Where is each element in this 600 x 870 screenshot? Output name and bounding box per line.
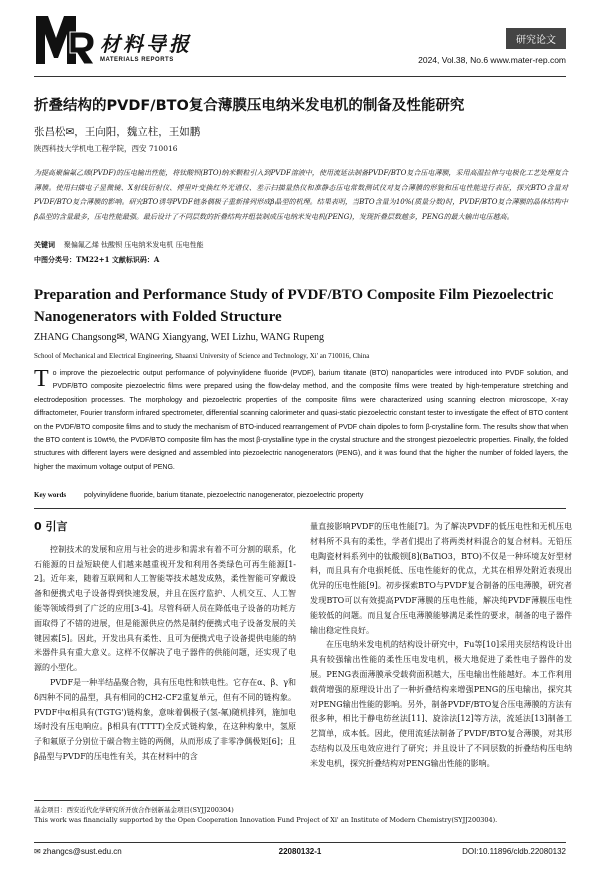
abstract-divider	[34, 508, 566, 509]
body-paragraph: 量直接影响PVDF的压电性能[7]。为了解决PVDF的低压电性和无机压电材料所不具有的柔性，学者们提出了将两类材料混合的复合材料。无铅压电陶瓷材料系列中的钛酸钡[8](BaTiO3，BTO)不仅是一种环境友好型材料，而且具有介电损耗低、压电性能好的优点，尤其在相界处附近表现出优异的压电性能[9]。初步探索BTO与PVDF复合制备的压电薄膜，研究者发现BTO可以有效提高PVDF薄膜的压电性能，解决纯PVDF薄膜压电性能较低的问题。而且复合压电薄膜能够满足柔性的要求，制备的电子器件输出稳定性良好。	[310, 522, 572, 635]
body-paragraph: PVDF是一种半结晶聚合物，具有压电性和铁电性。它存在α、β、γ和δ四种不同的晶型，具有相同的CH2-CF2重复单元，但有不同的链构象。PVDF中α相具有(TGTG')链构象，意味着偶极子(氢-氟)随机排列，施加电场时没有压电响应。β相具有(TTTT)全反式链构象，在这种构象中，氢原子和氟原子分别位于碳合物主链的两侧，从而形成了非零净偶极矩[6]；且β晶型与PVDF的压电性有关，其在材料中的含	[34, 677, 296, 761]
english-keywords-text: polyvinylidene fluoride, barium titanate, piezoelectric nanogenerator, piezoelectric property	[84, 492, 364, 499]
page-number: 22080132-1	[278, 847, 322, 856]
footer-divider	[34, 842, 566, 843]
funding-en: This work was financially supported by the Open Cooperation Innovation Fund Project of Xi' an Institute of Modern Chemistry(SYJJ200304).	[34, 816, 498, 824]
doi-link[interactable]: DOI:10.11896/cldb.22080132	[462, 847, 566, 856]
chinese-abstract: 为提高聚偏氟乙烯(PVDF)的压电输出性能，将钛酸钡(BTO)纳米颗粒引入到PVDF溶液中，使用流延法制备PVDF/BTO复合压电薄膜，采用高温拉伸与电极化工艺处理复合薄膜。使用扫描电子显微镜、X射线衍射仪、傅里叶变换红外光谱仪、差示扫描量热仪和准静态压电常数测试仪对复合薄膜的形貌和压电性能进行表征，探究BTO含量对PVDF/BTO复合薄膜的影响。研究BTO诱导PVDF链条偶极子重新排列形成β晶型的机理。结果表明，当BTO含量为10%(质量分数)时，PVDF/BTO复合薄膜的晶体结构中β晶型的含量最多，压电性能最强。最后设计了不同层数的折叠结构并组装制成压电纳米发电机(PENG)，发现折叠层数越多，PENG的最大输出电压越高。	[34, 169, 568, 221]
funding-note	[34, 805, 574, 825]
column-tag: 研究论文	[506, 28, 566, 49]
english-keywords	[34, 491, 363, 499]
english-affiliation: School of Mechanical and Electrical Engineering, Shaanxi University of Science and Technology, Xi' an 710016, China	[34, 352, 370, 360]
header-divider	[34, 76, 566, 77]
body-paragraph: 控制技术的发展和应用与社会的进步和需求有着不可分割的联系，化石能源的日益短缺使人们越来越重视开发和利用各类绿色可再生能源[1-2]。近年来，随着互联网和人工智能等技术越发成熟，柔性智能可穿戴设备和便携式电子设备得到快速发展，并且在医疗监护、人机交互、人工智能等领域得到了广泛的应用[3-4]。尽管科研人员在降低电子设备的功耗方面取得了不错的进展，但是能源供应仍然是制约便携式电子设备发展的关键因素[5]。因此，开发出具有柔性、且可为便携式电子设备提供电能的纳米器件具有重大意义。这样不仅解决了电子器件的供能问题，还实现了电源的小型化。	[34, 544, 296, 673]
funding-divider	[34, 800, 180, 801]
classification-code: 中图分类号：TM22+1 文献标识码：A	[34, 255, 160, 264]
english-title: Preparation and Performance Study of PVDF/BTO Composite Film Piezoelectric Nanogenerators with Folded Structure	[34, 287, 554, 325]
journal-name-en: MATERIALS REPORTS	[100, 57, 174, 63]
journal-name-cn: 材料导报	[100, 32, 192, 56]
body-paragraph: 在压电纳米发电机的结构设计研究中，Fu等[10]采用夹层结构设计出具有较强输出性能的柔性压电发电机，极大地促进了柔性电子器件的发展。PENG表面薄膜承受载荷面积越大，压电输出性能越好。本工作利用载荷增强的原理设计出了一种折叠结构来增强PENG的压电输出，探究其对PENG输出性能的影响。另外，制备PVDF/BTO复合压电薄膜的方法有很多种，相比于静电纺丝法[11]、旋涂法[12]等方法，流延法[13]制备工艺简单，成本低。因此，使用流延法制备了PVDF/BTO复合薄膜，对其形态结构以及压电效应进行了研究；并且设计了不同层数的折叠结构压电纳米发电机，探究折叠结构对PENG输出性能的影响。	[310, 640, 572, 768]
english-abstract	[34, 367, 568, 474]
abstract-dropcap: T	[34, 366, 49, 392]
corresponding-email[interactable]: ✉ zhangcs@sust.edu.cn	[34, 847, 122, 856]
english-abstract-text: o improve the piezoelectric output performance of polyvinylidene fluoride (PVDF), barium titanate (BTO) nanoparticles were introduced into PVDF solution, and PVDF/BTO composite piezoelectric films were prepared using the flow-delay method, and the composite films were treated by high-temperature stretching and electrodeposition processes. The morphology and piezoelectric properties of the composite films were characterized using scanning electron microscope, X-ray diffractometer, Fourier transform infrared spectrometer, differential scanning calorimeter and quasi-static piezoelectric constant tester to investigate the effect of BTO content on the PVDF/BTO composite films and to study the mechanism of BTO-induced rearrangement of PVDF chain dipoles to form β-crystalline form. The results show that when the BTO content is 10wt%, the PVDF/BTO composite film has the most β-crystalline type in the crystal structure and the strongest piezoelectric properties. Finally, the folded structures with different layers were designed and assembled into piezoelectric nanogenerators (PENG), and it was found that the higher the number of folded layers, the higher the maximum voltage output of PENG.	[34, 370, 568, 471]
chinese-authors: 张昌松✉，王向阳，魏立柱，王如鹏	[34, 126, 201, 138]
chinese-title: 折叠结构的PVDF/BTO复合薄膜压电纳米发电机的制备及性能研究	[34, 98, 465, 114]
body-column-left	[34, 520, 296, 765]
english-authors: ZHANG Changsong✉, WANG Xiangyang, WEI Lizhu, WANG Rupeng	[34, 332, 325, 343]
chinese-keywords	[34, 240, 204, 250]
issue-info: 2024, Vol.38, No.6 www.mater-rep.com	[418, 55, 566, 65]
journal-header	[34, 12, 566, 72]
chinese-affiliation: 陕西科技大学机电工程学院，西安 710016	[34, 144, 178, 153]
chinese-keywords-text: 聚偏氟乙烯 钛酸钡 压电纳米发电机 压电性能	[63, 241, 204, 249]
journal-logo-icon	[34, 12, 96, 66]
chinese-keywords-label: 关键词	[34, 240, 55, 249]
english-keywords-label: Key words	[34, 491, 67, 499]
funding-cn: 基金项目：西安近代化学研究所开放合作创新基金项目(SYJJ200304)	[34, 806, 234, 814]
body-column-right	[310, 520, 572, 772]
section-heading: 0 引言	[34, 520, 68, 533]
